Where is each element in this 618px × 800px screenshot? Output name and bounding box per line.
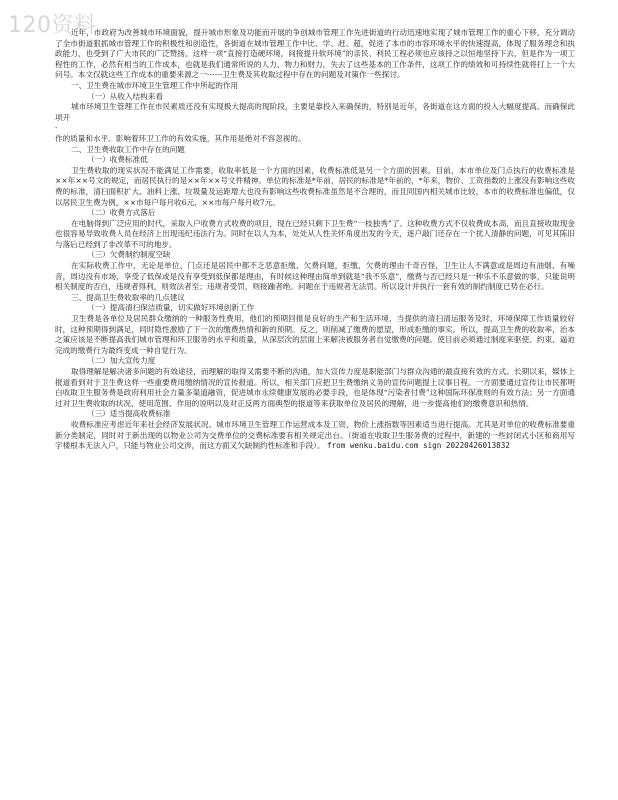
section-heading: （三）适当提高收费标准 [87,409,171,419]
section-heading: 二、卫生费收取工作中存在的问题 [71,144,185,154]
paragraph [55,420,575,452]
section-heading: （一）从收入结构来看 [87,91,163,101]
paragraph: 作的质量和水平。影响着环卫工作的有效实施，其作用是绝对不容忽视的。 [55,133,306,143]
section-heading: （三）欠费制约制度空缺 [87,250,171,260]
paragraph: 在电脑得到广泛应用的时代，采取入户收费方式收费的项目，现在已经只剩下卫生费“一枝独秀”了。这种收费方式不仅收费成本高，而且直接收取现金也很容易导致收费人员在经济上出现违纪违法行为。同时在以人为本，处处从人性关怀角度出发的今天，逐户敲门还存在一个扰人清静的问题，可见其陈旧与落后已经到了非改革不可的地步。 [55,218,575,249]
section-heading: （一）提高清扫保洁质量，切实做好环境创新工作 [87,303,255,313]
source-line: from wenku.baidu.com sign 20220426013832 [327,441,510,451]
section-heading: （二）加大宣传力度 [87,356,156,366]
paragraph: 卫生费是各单位及居民群众缴纳的一种服务性费用，他们的预期回报是良好的生产和生活环境，当提供的清扫清运服务及时，环境保障工作质量较好时，这种预期得到满足，同时隐性激励了下一次的缴费热情和新的预期。反之，则削减了缴费的愿望，形成拒缴的事实。所以，提高卫生费的收取率，治本之策应该是不断提高我们城市管理和环卫服务的水平和质量，从深层次的层面上来解决被服务者自觉缴费的问题。使目前必须通过制度来驱使、约束、逼迫完成的缴费行为最终变成一种自觉行为。 [55,314,575,355]
section-heading: 一、卫生费在城市环境卫生管理工作中所起的作用 [71,80,239,90]
document-body [55,28,575,452]
paragraph: - [55,123,58,133]
paragraph: 近年，市政府为改善城市环境面貌，提升城市形象及功能而开展的争创城市管理工作先进街道的行动迅速地实现了城市管理工作的重心下移，充分调动了全市街道狠抓城市管理工作的积极性和创造性，各街道在城市管理工作中比、学、赶、超，促进了本市的市容环境水平的快速提高，体现了服务理念和执政能力，也受到了广大市民的广泛赞扬。这样一项“直接打造硬环境，间接提升软环境”的亲民、利民工程必须也应该持之以恒地坚持下去，但是作为一项工程性的工作，必然有相当的工作成本，也就是我们通常所说的人力、物力和财力，失去了这些基本的工作条件，这项工作的绩效和可持续性就将打上一个大问号。本文仅就这些工作成本的重要来源之一------卫生费及其收取过程中存在的问题及对策作一些探讨。 [55,28,575,80]
paragraph: 在实际收费工作中，无论是单位、门点还是居民中都不乏恶意拒缴、欠费问题，拒缴、欠费的理由千奇百怪，卫生让人不满意或是周边有油烟、有噪音，周边没有市场，享受了低保或是没有享受到低保都是理由，有时候这种理由简单到就是“我不乐意”，缴费与否已经只是一种乐不乐意做的事，只能说明相关制度的否白，违规者得利，则效法者至；违规者受罚，则接踵者绝。问题在于违规者无法罚。所以设计并执行一套有效的制约制度已势在必行。 [55,261,575,292]
paragraph: 城市环境卫生管理工作在市民素质还没有实现极大提高的现阶段，主要是靠投入来确保的，特别是近年，各街道在这方面的投入大幅度提高。而确保此项开 [55,102,575,122]
paragraph: 卫生费收取的现实状况不能满足工作需要，收取率低是一个方面的因素，收费标准低是另一个方面的因素。目前，本市单位及门点执行的收费标准是××年××号文的规定，而居民执行的是××年××号文件精神。单位的标准是*年前，居民的标准是*年前的，*年来，物价、工资指数的上涨没有影响这些收费的标准，清扫面积扩大、油料上涨、垃圾量及运距增大也没有影响这些收费标准虽然是不合理的，而且同国内相关城市比较，本市的收费标准也偏低，仅以居民卫生费为例，××市每户每月收6元，××市每户每月收7元。 [55,165,575,207]
section-heading: （二）收费方式落后 [87,208,156,218]
paragraph: 取得理解是解决诸多问题的有效途径，而理解的取得又需要不断的沟通，加大宣传力度是职能部门与群众沟通的最直接有效的方式。长期以来，媒体上报道看到对于卫生费这样一些重要费用缴纳情况的宣传报道。所以，相关部门应把卫生费缴纳义务的宣传问题提上议事日程。一方面要通过宣传让市民都明白收取卫生服务费是政府利用社会力量多渠道融资，促进城市永续健康发展的必要手段，也是体现“污染者付费”这种国际环保准则的有效方法；另一方面通过对卫生费收取的状况、使用范围、作用的说明以及对正反两方面典型的报道等来获取单位及居民的理解，进一步提高他们的缴费意识和热情。 [55,367,575,408]
section-heading: （一）收费标准低 [87,155,148,165]
watermark-logo: 120资料 [8,13,97,38]
paragraph-text: 收费标准应考虑近年来社会经济发展状况、城市环境卫生管理工作运营成本及工资、物价上涨指数等因素适当进行提高。尤其是对单位的收费标准要重新分类制定，同时对于新出现的以物业公司为交费单位的交费标准要有相关规定出台。（街道在收取卫生服务费的过程中，新建的一些封闭式小区和商用写字楼根本无法入户，只能与物业公司交涉，而这方面又欠缺制约性标准和手段）。 [55,419,575,451]
section-heading: 三、提高卫生费收取率的几点建议 [71,292,185,302]
